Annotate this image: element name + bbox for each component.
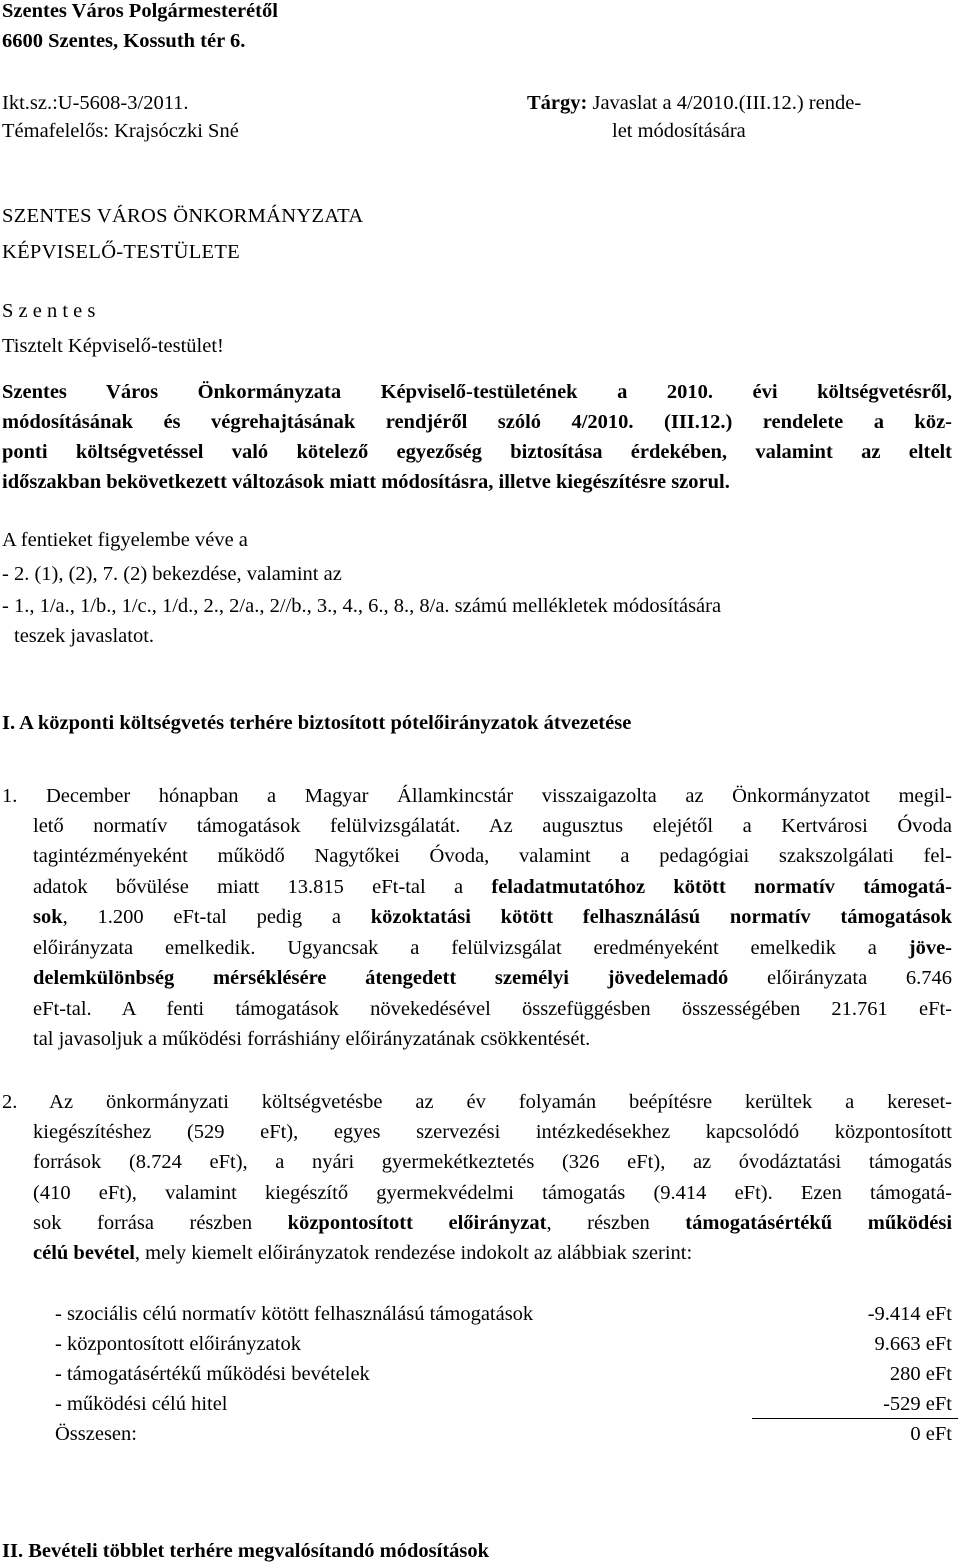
sum-underline [752, 1418, 958, 1419]
salutation: Tisztelt Képviselő-testület! [2, 335, 224, 357]
p2-line-5b: központosított előirányzat [287, 1212, 547, 1234]
p2-line-5d: támogatásértékű működési [685, 1212, 953, 1234]
p1-line-7 [33, 967, 952, 990]
p1-line-6 [33, 937, 952, 960]
total-amount: 0 eFt [910, 1423, 952, 1445]
sender-line-1: Szentes Város Polgármesterétől [2, 0, 278, 22]
p2-line-2: kiegészítéshez (529 eFt), egyes szervezési intézkedésekhez kapcsolódó központosított [33, 1121, 952, 1143]
item-amount-4: -529 eFt [883, 1393, 952, 1415]
proposal-line-1: A fentieket figyelembe véve a [2, 529, 248, 551]
intro-line-2: módosításának és végrehajtásának rendjéről szóló 4/2010. (III.12.) rendelete a köz- [2, 411, 952, 433]
p2-line-5c: , részben [546, 1212, 650, 1234]
p1-line-3: tagintézményeként működő Nagytőkei Óvoda, valamint a pedagógiai szakszolgálati fel- [33, 845, 952, 867]
subject-line-2: let módosítására [612, 120, 746, 142]
item-label-4: - működési célú hitel [55, 1393, 228, 1415]
intro-line-3: ponti költségvetéssel való kötelező egyezőség biztosítása érdekében, valamint az eltelt [2, 441, 952, 463]
p2-line-6 [33, 1242, 952, 1265]
item-label-1: - szociális célú normatív kötött felhasználású támogatások [55, 1303, 534, 1325]
p2-line-3: források (8.724 eFt), a nyári gyermekétkeztetés (326 eFt), az óvodáztatási támogatás [33, 1151, 952, 1173]
p1-line-5a: sok [33, 906, 63, 928]
p1-line-5c: közoktatási kötött felhasználású normatív támogatások [370, 906, 953, 928]
p2-line-5 [33, 1212, 952, 1235]
p1-line-5b: , 1.200 eFt-tal pedig a [62, 906, 341, 928]
item-amount-3: 280 eFt [889, 1363, 952, 1385]
p2-line-4: (410 eFt), valamint kiegészítő gyermekvédelmi támogatás (9.414 eFt). Ezen támogatá- [33, 1182, 952, 1204]
p2-line-1: 2. Az önkormányzati költségvetésbe az év folyamán beépítésre kerültek a kereset- [2, 1091, 952, 1113]
p1-line-7a: delemkülönbség mérséklésére átengedett személyi jövedelemadó [33, 967, 729, 989]
intro-line-4: időszakban bekövetkezett változások miatt módosításra, illetve kiegészítésre szorul. [2, 471, 730, 493]
addressee-line-1: SZENTES VÁROS ÖNKORMÁNYZATA [2, 205, 364, 227]
reference-number: Ikt.sz.:U-5608-3/2011. [2, 92, 189, 114]
addressee-city: S z e n t e s [2, 300, 96, 322]
p1-line-6a: előirányzata emelkedik. Ugyancsak a felülvizsgálat eredményeként emelkedik a [33, 937, 877, 959]
item-label-2: - központosított előirányzatok [55, 1333, 301, 1355]
total-label: Összesen: [55, 1423, 137, 1445]
section-2-heading: II. Bevételi többlet terhére megvalósítandó módosítások [2, 1540, 490, 1562]
p1-line-4b: feladatmutatóhoz kötött normatív támogatá- [491, 876, 953, 898]
section-1-heading: I. A központi költségvetés terhére biztosított pótelőirányzatok átvezetése [2, 712, 632, 734]
p2-line-5a: sok forrása részben [33, 1212, 253, 1234]
p1-line-1: 1. December hónapban a Magyar Államkincstár visszaigazolta az Önkormányzatot megil- [2, 785, 952, 807]
item-amount-2: 9.663 eFt [874, 1333, 952, 1355]
p1-line-8: eFt-tal. A fenti támogatások növekedésével összefüggésben összességében 21.761 eFt- [33, 998, 952, 1020]
subject-label: Tárgy: [527, 92, 588, 114]
intro-line-1: Szentes Város Önkormányzata Képviselő-testületének a 2010. évi költségvetésről, [2, 381, 952, 403]
proposal-line-4: teszek javaslatot. [14, 625, 155, 647]
item-label-3: - támogatásértékű működési bevételek [55, 1363, 370, 1385]
addressee-line-2: KÉPVISELŐ-TESTÜLETE [2, 241, 240, 263]
p1-line-7b: előirányzata 6.746 [767, 967, 953, 989]
p1-line-6b: jöve- [908, 937, 953, 959]
subject-line-1: Javaslat a 4/2010.(III.12.) rende- [592, 92, 862, 114]
p2-line-6b: , mely kiemelt előirányzatok rendezése indokolt az alábbiak szerint: [134, 1242, 693, 1264]
p1-line-4a: adatok bővülése miatt 13.815 eFt-tal a [33, 876, 464, 898]
p1-line-4 [33, 876, 952, 899]
p2-line-6a: célú bevétel [33, 1242, 135, 1264]
subject [527, 92, 861, 115]
p1-line-5 [33, 906, 952, 929]
responsible-person: Témafelelős: Krajsóczki Sné [2, 120, 239, 142]
item-amount-1: -9.414 eFt [867, 1303, 952, 1325]
p1-line-2: lető normatív támogatások felülvizsgálatát. Az augusztus elejétől a Kertvárosi Óvoda [33, 815, 952, 837]
p1-line-9: tal javasoljuk a működési forráshiány előirányzatának csökkentését. [33, 1028, 591, 1050]
proposal-line-2: - 2. (1), (2), 7. (2) bekezdése, valamint az [2, 563, 342, 585]
sender-line-2: 6600 Szentes, Kossuth tér 6. [2, 30, 246, 52]
proposal-line-3: - 1., 1/a., 1/b., 1/c., 1/d., 2., 2/a., 2//b., 3., 4., 6., 8., 8/a. számú mellékletek módosítására [2, 595, 722, 617]
